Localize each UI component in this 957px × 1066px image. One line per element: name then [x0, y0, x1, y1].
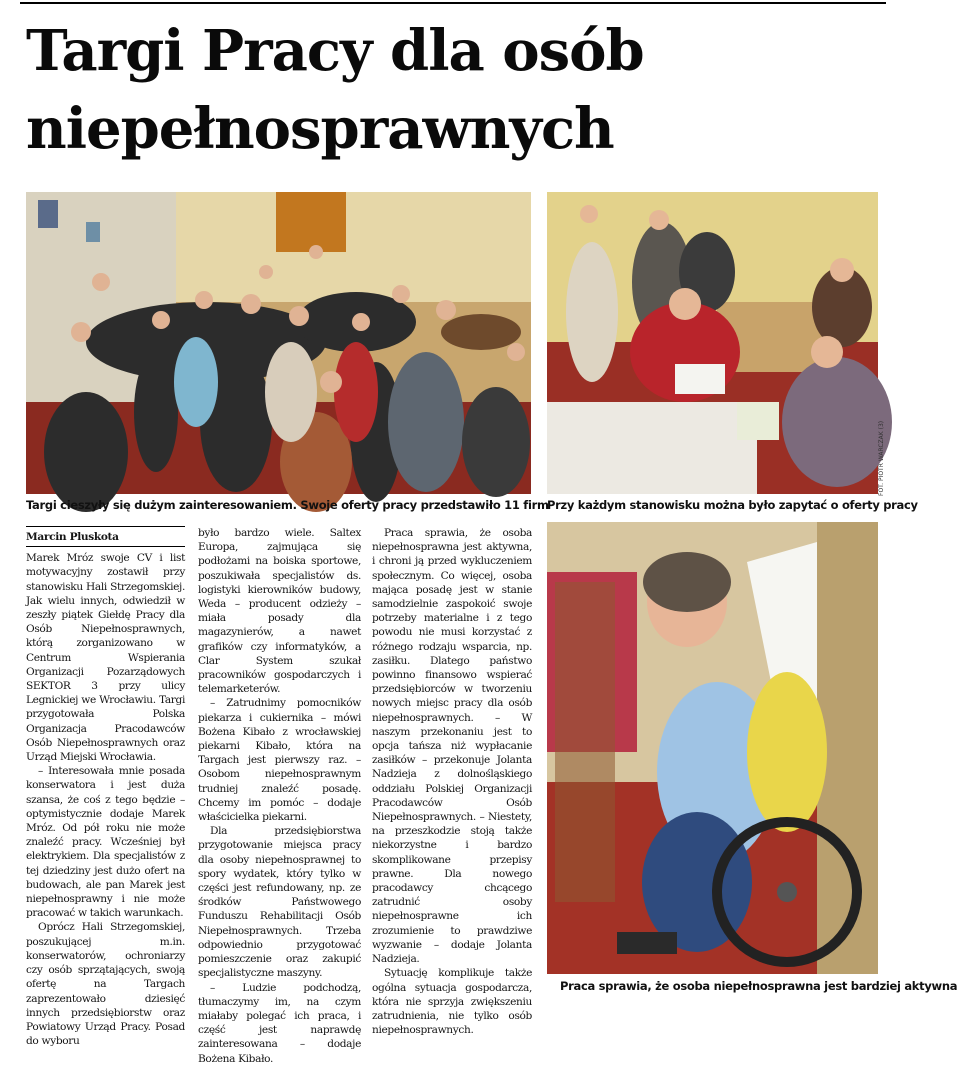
photo-crowd [26, 192, 531, 494]
paragraph: było bardzo wiele. Saltex Europa, zajmująca się podłożami na boiska sportowe, poszukiwała specjalistów ds. logistyki kierowników budowy, Weda – producent odzieży – miała posady dla magazynierów, a nawet grafików czy informatyków, a Clar System szukał pracowników gospodarczych i telemarketerów. [198, 527, 361, 696]
article-column-1 [26, 526, 185, 1048]
paragraph: – Zatrudnimy pomocników piekarza i cukiernika – mówi Bożena Kibało z wrocławskiej piekarni Kibało, która na Targach jest pierwszy raz. – Osobom niepełnosprawnym trudniej znaleźć posadę. Chcemy im pomóc – dodaje właścicielka piekarni. [198, 697, 361, 824]
photo-credit: FOT. PIOTR WARCZAK (3) [878, 420, 885, 496]
author-byline: Marcin Pluskota [26, 526, 185, 547]
paragraph: – Ludzie podchodzą, tłumaczymy im, na czym miałaby polegać ich praca, i część jest naprawdę zainteresowana – dodaje Bożena Kibało. [198, 981, 361, 1065]
paragraph: – Interesowała mnie posada konserwatora i jest duża szansa, że coś z tego będzie – optymistycznie dodaje Marek Mróz. Od pół roku nie może znaleźć pracy. Wcześniej był elektrykiem. Dla specjalistów z tej dziedziny jest dużo ofert na budowach, ale pan Marek jest niepełnosprawny i nie może pracować w takich warunkach. [26, 765, 185, 920]
photo-stand [547, 192, 878, 494]
headline: Targi Pracy dla osób niepełnosprawnych [26, 18, 644, 162]
photo-wheelchair [547, 522, 878, 974]
photo-wheelchair-image [547, 522, 878, 974]
paragraph: Praca sprawia, że osoba niepełnosprawna jest aktywna, i chroni ją przed wykluczeniem społecznym. Co więcej, osoba mająca posadę jest w stanie samodzielnie zaspokoić swoje potrzeby materialne i z tego powodu nie musi korzystać z różnego rodzaju wsparcia, np. zasiłku. Dlatego państwo powinno finansowo wspierać przedsiębiorców w tworzeniu nowych miejsc pracy dla osób niepełnosprawnych. – W naszym przekonaniu jest to opcja tańsza niż wypłacanie zasiłków – przekonuje Jolanta Nadzieja z dolnośląskiego oddziału Polskiej Organizacji Pracodawców Osób Niepełnosprawnych. – Niestety, na przeszkodzie stoją także niekorzystne i bardzo skomplikowane przepisy prawne. Dla nowego pracodawcy chcącego zatrudnić osoby niepełnosprawne ich zrozumienie to prawdziwe wyzwanie – dodaje Jolanta Nadzieja. [372, 527, 532, 966]
paragraph: Marek Mróz swoje CV i list motywacyjny zostawił przy stanowisku Hali Strzegomskiej. Jak wielu innych, odwiedził w zeszły piątek Giełdę Pracy dla Osób Niepełnosprawnych, którą zorganizowano w Centrum Wspierania Organizacji Pozarządowych SEKTOR 3 przy ulicy Legnickiej we Wrocławiu. Targi przygotowała Polska Organizacja Pracodawców Osób Niepełnosprawnych oraz Urząd Miejski Wrocławia. [26, 552, 185, 764]
photo-crowd-image [26, 192, 531, 494]
top-rule [20, 2, 886, 4]
caption-right-bottom: Praca sprawia, że osoba niepełnosprawna jest bardziej aktywna [560, 979, 957, 993]
article-column-3 [372, 526, 532, 1037]
caption-main: Targi cieszyły się dużym zainteresowaniem. Swoje oferty pracy przedstawiło 11 firm [26, 498, 549, 512]
photo-stand-image [547, 192, 878, 494]
paragraph: Sytuację komplikuje także ogólna sytuacja gospodarcza, która nie sprzyja zwiększeniu zatrudnienia, nie tylko osób niepełnosprawnych. [372, 967, 532, 1037]
paragraph: Oprócz Hali Strzegomskiej, poszukującej m.in. konserwatorów, ochroniarzy czy osób sprzątających, swoją ofertę na Targach zaprezentowało dziesięć innych przedsiębiorstw oraz Powiatowy Urząd Pracy. Posad do wyboru [26, 921, 185, 1048]
caption-right-top: Przy każdym stanowisku można było zapytać o oferty pracy [547, 498, 918, 512]
article-column-2 [198, 526, 361, 1066]
paragraph: Dla przedsiębiorstwa przygotowanie miejsca pracy dla osoby niepełnosprawnej to spory wydatek, który tylko w części jest refundowany, np. ze środków Państwowego Funduszu Rehabilitacji Osób Niepełnosprawnych. Trzeba odpowiednio przygotować pomieszczenie oraz zakupić specjalistyczne maszyny. [198, 825, 361, 980]
